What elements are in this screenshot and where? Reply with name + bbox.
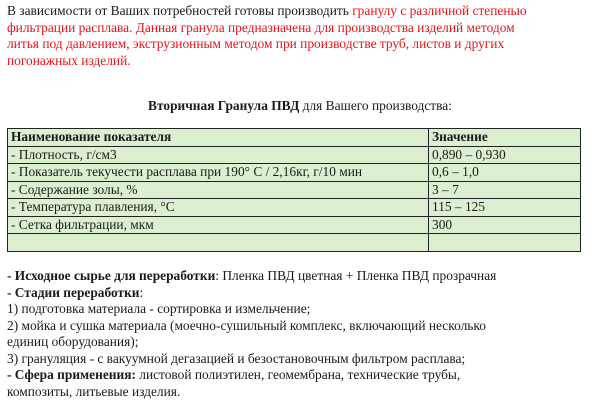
- table-row: [8, 181, 581, 199]
- row-name: - Содержание золы, %: [8, 181, 429, 199]
- intro-text: В зависимости от Ваших потребностей готовы производить: [7, 3, 353, 18]
- row-value: 115 – 125: [429, 199, 581, 217]
- row-name: - Плотность, г/см3: [8, 146, 429, 164]
- scope-label: - Сфера применения:: [7, 367, 136, 382]
- stages-label: - Стадии переработки: [7, 284, 140, 300]
- stage-2-continued: единиц оборудования);: [7, 334, 139, 349]
- row-value: 300: [429, 216, 581, 234]
- table-row: [8, 199, 581, 217]
- processing-details: [7, 268, 592, 400]
- scope-value: листовой полиэтилен, геомембрана, технические трубы,: [135, 367, 461, 382]
- table-row: [8, 164, 581, 182]
- table-row: [8, 146, 581, 164]
- row-name: - Сетка фильтрации, мкм: [8, 216, 429, 234]
- stage-2: 2) мойка и сушка материала (моечно-сушильный комплекс, включающий несколько: [7, 317, 486, 333]
- empty-cell: [429, 234, 581, 252]
- table-row: [8, 216, 581, 234]
- raw-material-label: - Исходное сырье для переработки: [7, 268, 216, 283]
- properties-table: [7, 128, 581, 252]
- table-empty-row: [8, 234, 581, 252]
- row-name: - Показатель текучести расплава при 190° С / 2,16кг, г/10 мин: [8, 164, 429, 182]
- row-name: - Температура плавления, °С: [8, 199, 429, 217]
- stage-3: 3) грануляция - с вакуумной дегазацией и безостановочным фильтром расплава;: [7, 350, 466, 366]
- row-value: 0,6 – 1,0: [429, 164, 581, 182]
- row-value: 3 – 7: [429, 181, 581, 199]
- empty-cell: [8, 234, 429, 252]
- intro-highlight-line-4: погонажных изделий.: [7, 52, 131, 68]
- header-value: Значение: [429, 129, 581, 147]
- raw-material-value: : Пленка ПВД цветная + Пленка ПВД прозрачная: [215, 268, 497, 283]
- table-title-rest: для Вашего производства:: [299, 98, 452, 113]
- table-title: [0, 98, 600, 115]
- scope-line: [7, 367, 592, 384]
- table-title-bold: Вторичная Гранула ПВД: [148, 98, 300, 113]
- raw-material-line: [7, 268, 592, 285]
- intro-highlight-line-2: фильтрации расплава. Данная гранула предназначена для производства изделий методом: [7, 19, 515, 35]
- stages-heading-line: [7, 285, 592, 302]
- stage-1: 1) подготовка материала - сортировка и измельчение;: [7, 301, 311, 316]
- intro-highlight: гранулу с различной степенью: [352, 3, 527, 18]
- intro-highlight-line-3: литья под давлением, экструзионным методом при производстве труб, листов и других: [7, 36, 505, 51]
- stages-colon: :: [139, 284, 144, 300]
- header-name: Наименование показателя: [8, 129, 429, 147]
- scope-line-continued: композиты, литьевые изделия.: [7, 383, 181, 399]
- intro-paragraph: [7, 3, 595, 69]
- row-value: 0,890 – 0,930: [429, 146, 581, 164]
- table-header-row: [8, 129, 581, 147]
